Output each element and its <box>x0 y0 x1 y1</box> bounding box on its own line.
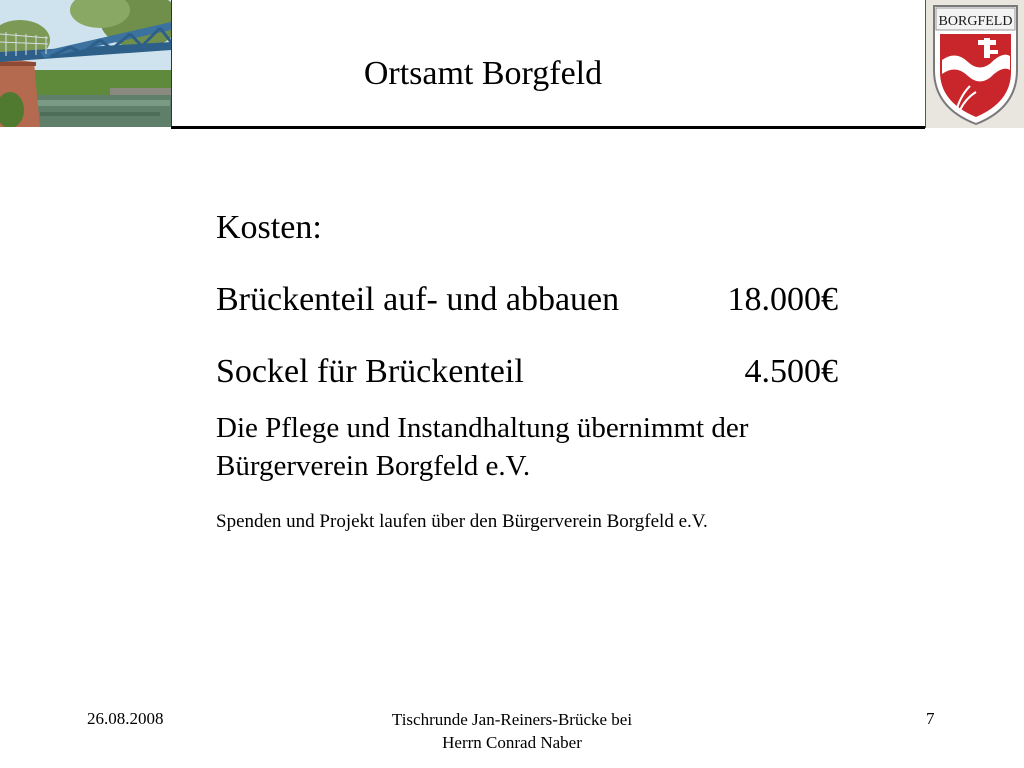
spacer <box>216 322 916 350</box>
spacer <box>216 250 916 278</box>
borgfeld-coat-of-arms-icon <box>925 0 1024 128</box>
maintenance-paragraph: Die Pflege und Instandhaltung übernimmt der Bürgerverein Borgfeld e.V. <box>216 412 749 482</box>
cost-label: Brückenteil auf- und abbauen <box>216 281 620 318</box>
cost-row <box>216 350 916 394</box>
spacer <box>216 394 916 409</box>
footer-title <box>312 708 712 754</box>
cost-row <box>216 278 916 322</box>
cost-amount: 4.500€ <box>744 353 838 390</box>
footer-date: 26.08.2008 <box>87 709 164 728</box>
spacer <box>216 485 916 509</box>
main-content <box>216 206 916 535</box>
cost-label: Sockel für Brückenteil <box>216 353 524 390</box>
page-number: 7 <box>926 709 935 728</box>
svg-text:BORGFELD: BORGFELD <box>938 14 1013 29</box>
costs-heading: Kosten: <box>216 209 322 246</box>
cost-amount: 18.000€ <box>727 281 838 318</box>
donations-note: Spenden und Projekt laufen über den Bürgerverein Borgfeld e.V. <box>216 511 708 532</box>
footer-title-line1: Tischrunde Jan-Reiners-Brücke bei <box>391 710 633 729</box>
footer-title-line2: Herrn Conrad Naber <box>442 733 582 752</box>
header-divider <box>171 126 925 129</box>
page-title: Ortsamt Borgfeld <box>363 55 603 92</box>
